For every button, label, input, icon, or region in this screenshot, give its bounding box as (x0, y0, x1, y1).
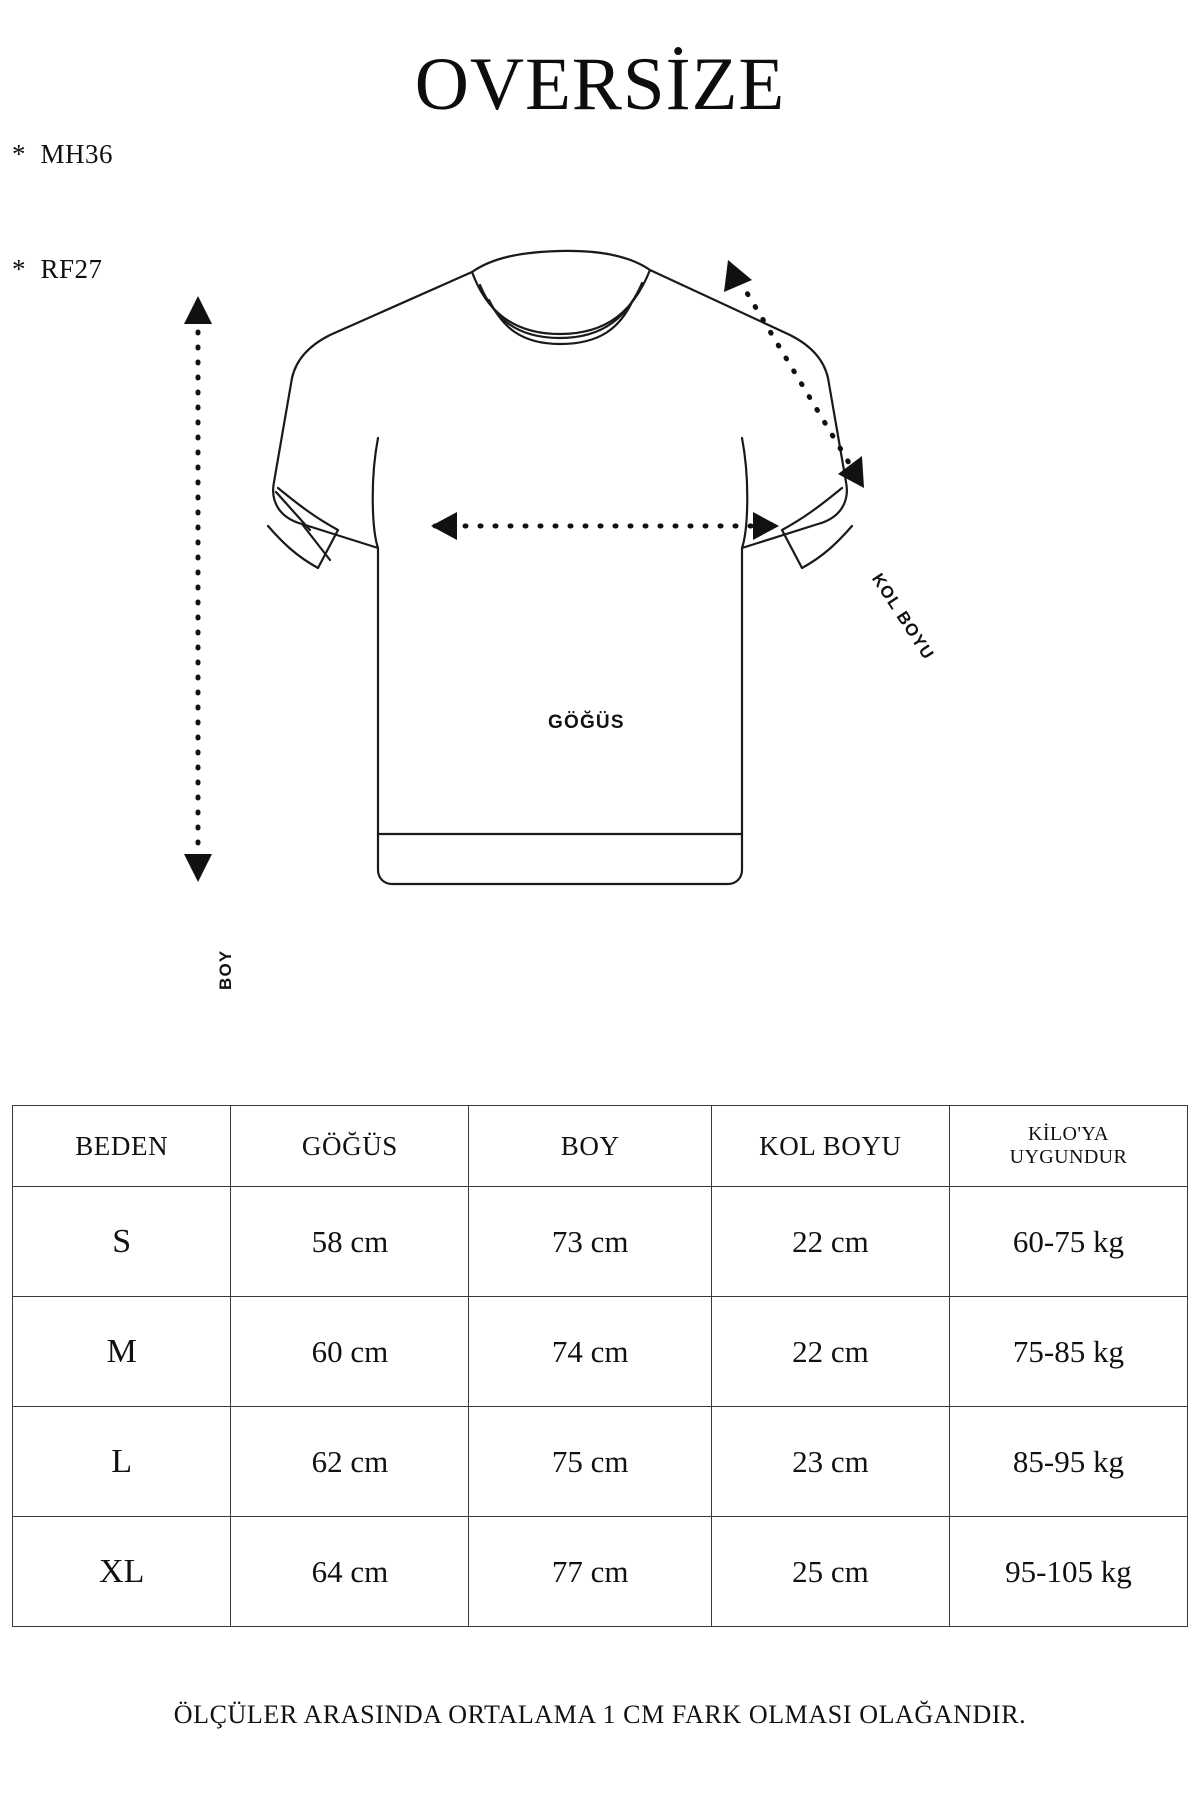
column-header-kilo-line2: UYGUNDUR (1009, 1146, 1128, 1168)
cell-boy: 75 cm (469, 1407, 711, 1517)
cell-beden: S (13, 1187, 231, 1297)
cell-gogus: 62 cm (231, 1407, 469, 1517)
footnote: ÖLÇÜLER ARASINDA ORTALAMA 1 CM FARK OLMASI OLAĞANDIR. (173, 1700, 1027, 1729)
sleeve-arrow (690, 230, 910, 530)
column-header-gogus: GÖĞÜS (231, 1106, 469, 1187)
size-table-wrapper (12, 1105, 1188, 1627)
cell-boy: 77 cm (469, 1517, 711, 1627)
tshirt-illustration (0, 230, 1200, 990)
product-code-1: * MH36 (12, 138, 114, 169)
column-header-kilo-line1: KİLO'YA (1028, 1123, 1109, 1145)
cell-gogus: 64 cm (231, 1517, 469, 1627)
table-row (13, 1187, 1188, 1297)
cell-gogus: 60 cm (231, 1297, 469, 1407)
table-header-row (13, 1106, 1188, 1187)
cell-kol: 23 cm (711, 1407, 949, 1517)
product-code-2: * RF27 (12, 253, 103, 284)
cell-beden: M (13, 1297, 231, 1407)
chest-label: GÖĞÜS (548, 712, 625, 733)
cell-kilo: 75-85 kg (949, 1297, 1187, 1407)
column-header-kilo (949, 1106, 1187, 1187)
sleeve-label: KOL BOYU (868, 570, 938, 664)
length-arrow (168, 270, 228, 910)
column-header-beden: BEDEN (13, 1106, 231, 1187)
length-label: BOY (216, 949, 235, 990)
table-row (13, 1517, 1188, 1627)
column-header-boy: BOY (469, 1106, 711, 1187)
cell-boy: 73 cm (469, 1187, 711, 1297)
size-table (12, 1105, 1188, 1627)
cell-kol: 22 cm (711, 1297, 949, 1407)
cell-kilo: 60-75 kg (949, 1187, 1187, 1297)
cell-kilo: 85-95 kg (949, 1407, 1187, 1517)
cell-gogus: 58 cm (231, 1187, 469, 1297)
table-row (13, 1407, 1188, 1517)
page-title: OVERSİZE (414, 43, 786, 126)
cell-beden: XL (13, 1517, 231, 1627)
cell-kol: 25 cm (711, 1517, 949, 1627)
cell-boy: 74 cm (469, 1297, 711, 1407)
column-header-kol-boyu: KOL BOYU (711, 1106, 949, 1187)
cell-kilo: 95-105 kg (949, 1517, 1187, 1627)
cell-beden: L (13, 1407, 231, 1517)
table-row (13, 1297, 1188, 1407)
cell-kol: 22 cm (711, 1187, 949, 1297)
